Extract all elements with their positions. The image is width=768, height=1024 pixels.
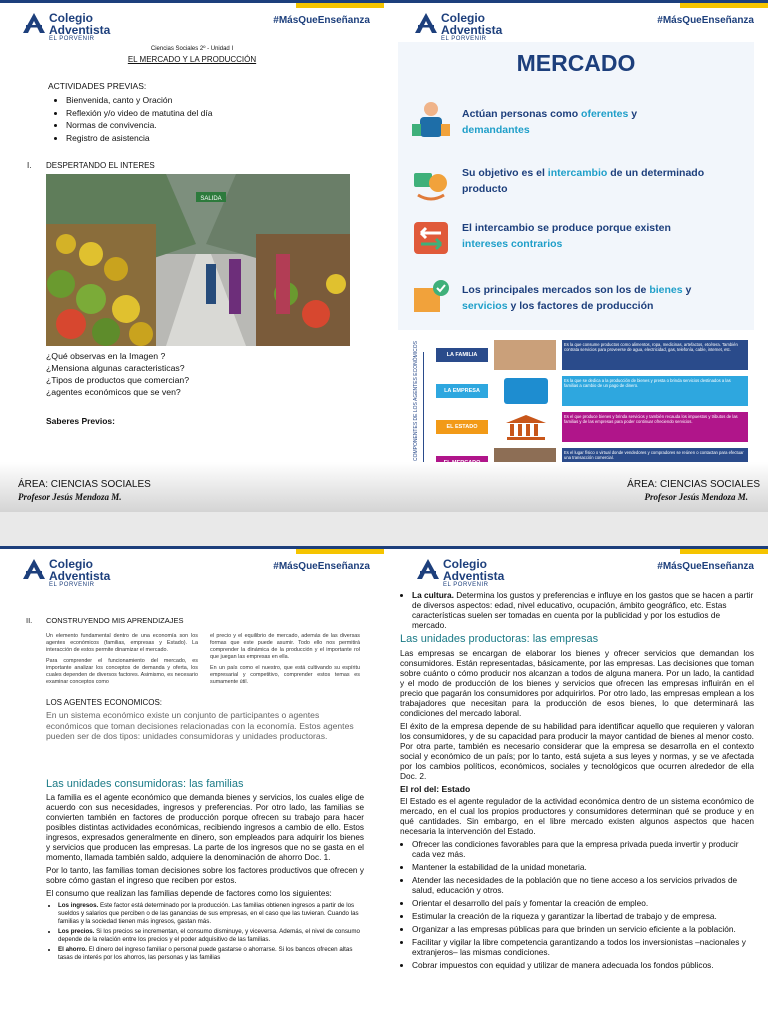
page-1 (0, 0, 384, 512)
logo-icon (22, 558, 46, 580)
item-row-1 (412, 100, 742, 144)
school-logo: Colegio Adventista EL PORVENIR (414, 12, 502, 42)
list-item: • Registro de asistencia (66, 132, 212, 145)
item-text: Actúan personas como oferentes y demandantes (462, 108, 638, 136)
prev-list (48, 94, 212, 144)
page-4 (384, 546, 768, 1024)
page-3 (0, 546, 384, 1024)
agents-title: LOS AGENTES ECONOMICOS: (46, 698, 163, 707)
agents-text: En un sistema económico existe un conjunto de participantes o agentes económicos que toman decisiones relacionadas con la economía. Estos agentes pueden ser de dos tipos: unidades consumidoras y unidades productoras. (46, 710, 354, 741)
section-number: I. (27, 161, 32, 170)
question: ¿Qué observas en la Imagen ? (46, 351, 166, 361)
page4-body: • La cultura. Determina los gustos y preferencias e influye en los gastos que se hacen a partir de diversos aspectos: edad, nivel educativo, ocupación, ámbito geográfico, etc. Estas características suelen ser tomadas en cuenta por la publicidad y por los estudios de mercado. Las unidades productoras: las empresas Las empresas se encargan de elaborar los bienes y ofrecer servicios que demandan los consumidores. Están representadas, básicamente, por las empresas. Las decisiones que toman sobre cuánto o cómo producir nos alcanzan a todos de alguna manera. Por un lado, la cantidad y el modo de producción de los bienes y servicios que ofrecen las empresas influirán en el precio que pagarán los consumidores por adquirirlos. Por otro lado, las empresas emplean a los trabajadores que necesitan para la producción de esos bienes, lo que determinará las condiciones del mercado laboral. El éxito de la empresa depende de su habilidad para identificar aquello que requieren y valoran los consumidores, y de su capacidad para producir la mayor cantidad de bienes al menor costo. Por otra parte, también es necesario considerar que la empresa se desarrolla en el contexto social y económico de un país; por lo tanto, está sujeta a sus leyes y normas, y se ve afectada por los cambios políticos, económicos, sociales y tecnológicos que ocurren alrededor de ella Doc. 2. El rol del: Estado El Estado es el agente regulador de la actividad económica dentro de un sistema económico de mercado, en el cual los propios productores y consumidores determinan qué se produce y en qué cantidades. Sin embargo, en el libre mercado existen algunos aspectos que hacen necesaria la intervención del Estado. • Ofrecer las condiciones favorables para que la empresa privada pueda invertir y producir cada vez más. • Mantener la estabilidad de la unidad monetaria. • Atender las necesidades de la población que no tiene acceso a los servicios privados de salud, educación y otros. • Orientar el desarrollo del país y fomentar la creación de empleo. • Estimular la creación de la riqueza y garantizar la libertad de trabajo y de empresa. • Organizar a las empresas públicas para que brinden un servicio eficiente a la población. • Facilitar y vigilar la libre competencia garantizando a todos los inversionistas –nacionales y extranjeros– las mismas condiciones. • Cobrar impuestos con equidad y utilizar de manera adecuada los fondos públicos. (400, 590, 754, 973)
footer (384, 462, 768, 512)
logo-icon (414, 12, 438, 34)
list-item: • Facilitar y vigilar la libre competencia garantizando a todos los inversionistas –nacionales y extranjeros– las mismas condiciones. (412, 937, 754, 957)
list-item: • Normas de convivencia. (66, 119, 212, 132)
state-heading: El rol del: Estado (400, 784, 471, 794)
intro-col-2: el precio y el equilibrio de mercado, además de las diversas formas que este puede asumir. Todo ello nos permitirá comprender la dinámica de la producción y el importante rol que juegan las empresas en ella. En un país como el nuestro, que está cultivando su espíritu empresarial y competitivo, comprender estos temas es sumamente útil. (210, 633, 360, 685)
market-photo (46, 174, 350, 346)
government-icon (504, 413, 548, 441)
footer-area: ÁREA: CIENCIAS SOCIALES (18, 479, 151, 490)
hashtag: #MásQueEnseñanza (657, 561, 754, 572)
header (384, 0, 768, 44)
list-item: • Atender las necesidades de la población que no tiene acceso a los servicios privados de salud, educación y otros. (412, 875, 754, 895)
list-item: • Orientar el desarrollo del país y fomentar la creación de empleo. (412, 898, 754, 908)
people-icon (412, 100, 450, 140)
box-check-icon (412, 278, 450, 318)
item-text: Su objetivo es el intercambio de un determinado producto (462, 167, 705, 195)
agents-diagram (398, 336, 754, 476)
question: ¿agentes económicos que se ven? (46, 387, 181, 397)
item-row-4 (412, 278, 752, 322)
section-title: CONSTRUYENDO MIS APRENDIZAJES (46, 616, 184, 625)
question: ¿Mensiona algunas caracteristicas? (46, 363, 185, 373)
families-body: La familia es el agente económico que demanda bienes y servicios, los cuales elige de acuerdo con sus necesidades, ingresos y preferencias. Por otro lado, las familias se convierten también en factores de producción porque ofrecen su trabajo para hacer posibles distintas actividades económicas, recibiendo ingresos a cambio de ello. Estos ingresos, expresados generalmente en dinero, son empleados para adquirir los bienes y servicios que producen las empresas. La parte de los ingresos que no se gasta en el momento, llamada también saldo, adquiere la denominación de ahorro Doc. 1. Por lo tanto, las familias toman decisiones sobre los factores productivos que ofrecen y sobre cómo gastan el ingreso que reciben por estos. El consumo que realizan las familias depende de factores como los siguientes: • Los ingresos. Este factor está determinado por la producción. Las familias obtienen ingresos a partir de los sueldos y salarios que perciben o de las ganancias de sus empresas, en el caso que las tuvieran. Cuando las familias y la sociedad tienen más ingresos, gastan más. • Los precios. Si los precios se incrementan, el consumo disminuye, y viceversa. Además, el nivel de consumo depende de la relación entre los precios y el poder adquisitivo de las familias. • El ahorro. El dinero del ingreso familiar o personal puede gastarse o ahorrarse. Si los bancos ofrecen altas tasas de interés por los ahorros, las personas y las familias (46, 793, 364, 962)
page-2 (384, 0, 768, 512)
footer-teacher: Profesor Jesús Mendoza M. (644, 492, 748, 502)
section-number: II. (26, 616, 33, 625)
agent-family: LA FAMILIA Es la que consume productos como alimentos, ropa, medicinas, artefactos, etcétera. También contrata servicios para proveerse de agua, electricidad, gas, telefonía, cable, internet, etc. (428, 340, 748, 370)
agent-company: LA EMPRESA Es la que se dedica a la producción de bienes y presta o brinda servicios destinados a las familias a cambio de un pago de dinero. (428, 376, 748, 406)
diagram-side-label: COMPONENTES DE LOS AGENTES ECONÓMICOS (413, 340, 419, 462)
list-item: • Mantener la estabilidad de la unidad monetaria. (412, 862, 754, 872)
intro-col-1: Un elemento fundamental dentro de una economía son los agentes económicos (familias, empresas y Estado). La interacción de estos permite dinamizar el mercado. Para comprender el funcionamiento del mercado, es importante analizar los conceptos de demanda y oferta, los cuales dependen de diversos factores. Asimismo, es necesario examinar conceptos como (46, 633, 198, 685)
header (0, 0, 384, 44)
footer-area: ÁREA: CIENCIAS SOCIALES (627, 479, 760, 490)
agent-market: Es el lugar físico o virtual donde vendedores y compradores se reúnen o contactan para efectuar una transacción comercial. (428, 448, 748, 478)
doc-title: EL MERCADO Y LA PRODUCCIÓN (127, 55, 257, 64)
school-logo: Colegio Adventista EL PORVENIR (22, 558, 110, 588)
hashtag: #MásQueEnseñanza (657, 15, 754, 26)
list-item: • La cultura. Determina los gustos y preferencias e influye en los gastos que se hacen a partir de diversos aspectos: edad, nivel educativo, ocupación, ámbito geográfico, etc. Estas características suelen ser tomadas en cuenta por la publicidad y por los estudios de mercado. (412, 590, 754, 630)
item-text: Los principales mercados son los de bienes y servicios y los factores de producción (462, 284, 692, 312)
logo-icon (22, 12, 46, 34)
agent-state: EL ESTADO Es el que produce bienes y brinda servicios y también recauda los impuestos y tributos de las familias y de las empresas para poder continuar ofreciendo servicios. (428, 412, 748, 442)
exit-sign: SALIDA (200, 196, 222, 202)
header (384, 546, 768, 590)
school-logo: Colegio Adventista EL PORVENIR (416, 558, 504, 588)
item-text: El intercambio se produce porque existen intereses contrarios (462, 222, 671, 250)
school-logo: Colegio Adventista EL PORVENIR (22, 12, 110, 42)
list-item: • Bienvenida, canto y Oración (66, 94, 212, 107)
arrows-icon (412, 218, 450, 258)
logo-icon (416, 558, 440, 580)
list-item: • Estimular la creación de la riqueza y garantizar la libertad de trabajo y de empresa. (412, 911, 754, 921)
hashtag: #MásQueEnseñanza (273, 15, 370, 26)
families-heading: Las unidades consumidoras: las familias (46, 778, 244, 790)
list-item: • Cobrar impuestos con equidad y utilizar de manera adecuada los fondos públicos. (412, 960, 754, 970)
mercado-title: MERCADO (516, 50, 636, 76)
subject-line: Ciencias Sociales 2º - Unidad I (150, 46, 234, 52)
list-item: • Organizar a las empresas públicas para que brinden un servicio eficiente a la población. (412, 924, 754, 934)
prev-title: ACTIVIDADES PREVIAS: (48, 81, 147, 91)
question: ¿Tipos de productos que comercian? (46, 375, 190, 385)
footer (0, 462, 384, 512)
saberes-title: Saberes Previos: (46, 416, 115, 426)
section-title: DESPERTANDO EL INTERES (46, 161, 155, 170)
list-item: • El ahorro. El dinero del ingreso familiar o personal puede gastarse o ahorrarse. Si los bancos ofrecen altas tasas de interés por los ahorros, las personas y las familias (58, 946, 364, 962)
list-item: • Los precios. Si los precios se incrementan, el consumo disminuye, y viceversa. Además, el nivel de consumo depende de la relación entre los precios y el poder adquisitivo de las familias. (58, 928, 364, 944)
questions (46, 350, 189, 398)
companies-heading: Las unidades productoras: las empresas (400, 633, 599, 645)
footer-teacher: Profesor Jesús Mendoza M. (18, 492, 122, 502)
header (0, 546, 384, 590)
hashtag: #MásQueEnseñanza (273, 561, 370, 572)
list-item: • Reflexión y/o video de matutina del día (66, 107, 212, 120)
item-row-3 (412, 218, 742, 262)
list-item: • Los ingresos. Este factor está determinado por la producción. Las familias obtienen ingresos a partir de los sueldos y salarios que perciben o de las ganancias de sus empresas, en el caso que las tuvieran. Cuando las familias y la sociedad tienen más ingresos, gastan más. (58, 902, 364, 926)
item-row-2 (412, 163, 742, 207)
exchange-icon (412, 163, 450, 203)
list-item: • Ofrecer las condiciones favorables para que la empresa privada pueda invertir y producir cada vez más. (412, 839, 754, 859)
